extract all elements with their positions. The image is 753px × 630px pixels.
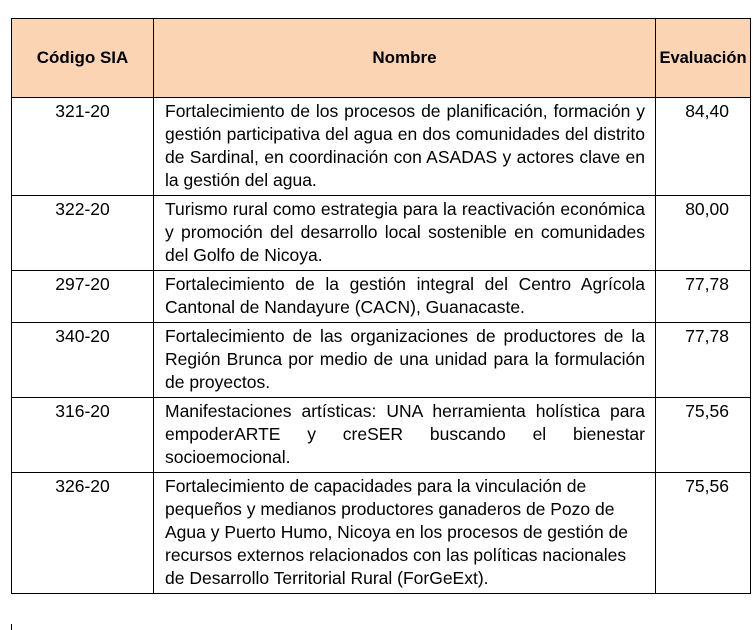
table-row — [12, 271, 751, 323]
cell-evaluation: 75,56 — [656, 473, 751, 594]
cell-evaluation: 80,00 — [656, 196, 751, 271]
cell-evaluation: 75,56 — [656, 398, 751, 473]
table-row — [12, 196, 751, 271]
cell-evaluation: 84,40 — [656, 98, 751, 196]
cell-name: Fortalecimiento de los procesos de planificación, formación y gestión participativa del agua en dos comunidades del distrito de Sardinal, en coordinación con ASADAS y actores clave en la gestión del agua. — [154, 98, 656, 196]
cell-code: 326-20 — [12, 473, 154, 594]
cell-code: 340-20 — [12, 323, 154, 398]
cell-name: Fortalecimiento de la gestión integral del Centro Agrícola Cantonal de Nandayure (CACN), Guanacaste. — [154, 271, 656, 323]
cell-name: Manifestaciones artísticas: UNA herramienta holística para empoderARTE y creSER buscando el bienestar socioemocional. — [154, 398, 656, 473]
projects-table — [11, 18, 751, 594]
cell-name: Fortalecimiento de capacidades para la vinculación de pequeños y medianos productores ganaderos de Pozo de Agua y Puerto Humo, Nicoya en los procesos de gestión de recursos externos relacionados con las políticas nacionales de Desarrollo Territorial Rural (ForGeExt). — [154, 473, 656, 594]
table-row — [12, 398, 751, 473]
header-evaluation: Evaluación — [656, 19, 751, 98]
cell-name: Turismo rural como estrategia para la reactivación económica y promoción del desarrollo local sostenible en comunidades del Golfo de Nicoya. — [154, 196, 656, 271]
cell-evaluation: 77,78 — [656, 271, 751, 323]
table-row — [12, 473, 751, 594]
cell-code: 297-20 — [12, 271, 154, 323]
header-name: Nombre — [154, 19, 656, 98]
header-code: Código SIA — [12, 19, 154, 98]
cell-code: 322-20 — [12, 196, 154, 271]
cell-code: 316-20 — [12, 398, 154, 473]
cell-evaluation: 77,78 — [656, 323, 751, 398]
cell-name: Fortalecimiento de las organizaciones de productores de la Región Brunca por medio de una unidad para la formulación de proyectos. — [154, 323, 656, 398]
table-row — [12, 98, 751, 196]
table-row — [12, 323, 751, 398]
next-row-border — [11, 624, 12, 630]
header-row — [12, 19, 751, 98]
cell-code: 321-20 — [12, 98, 154, 196]
